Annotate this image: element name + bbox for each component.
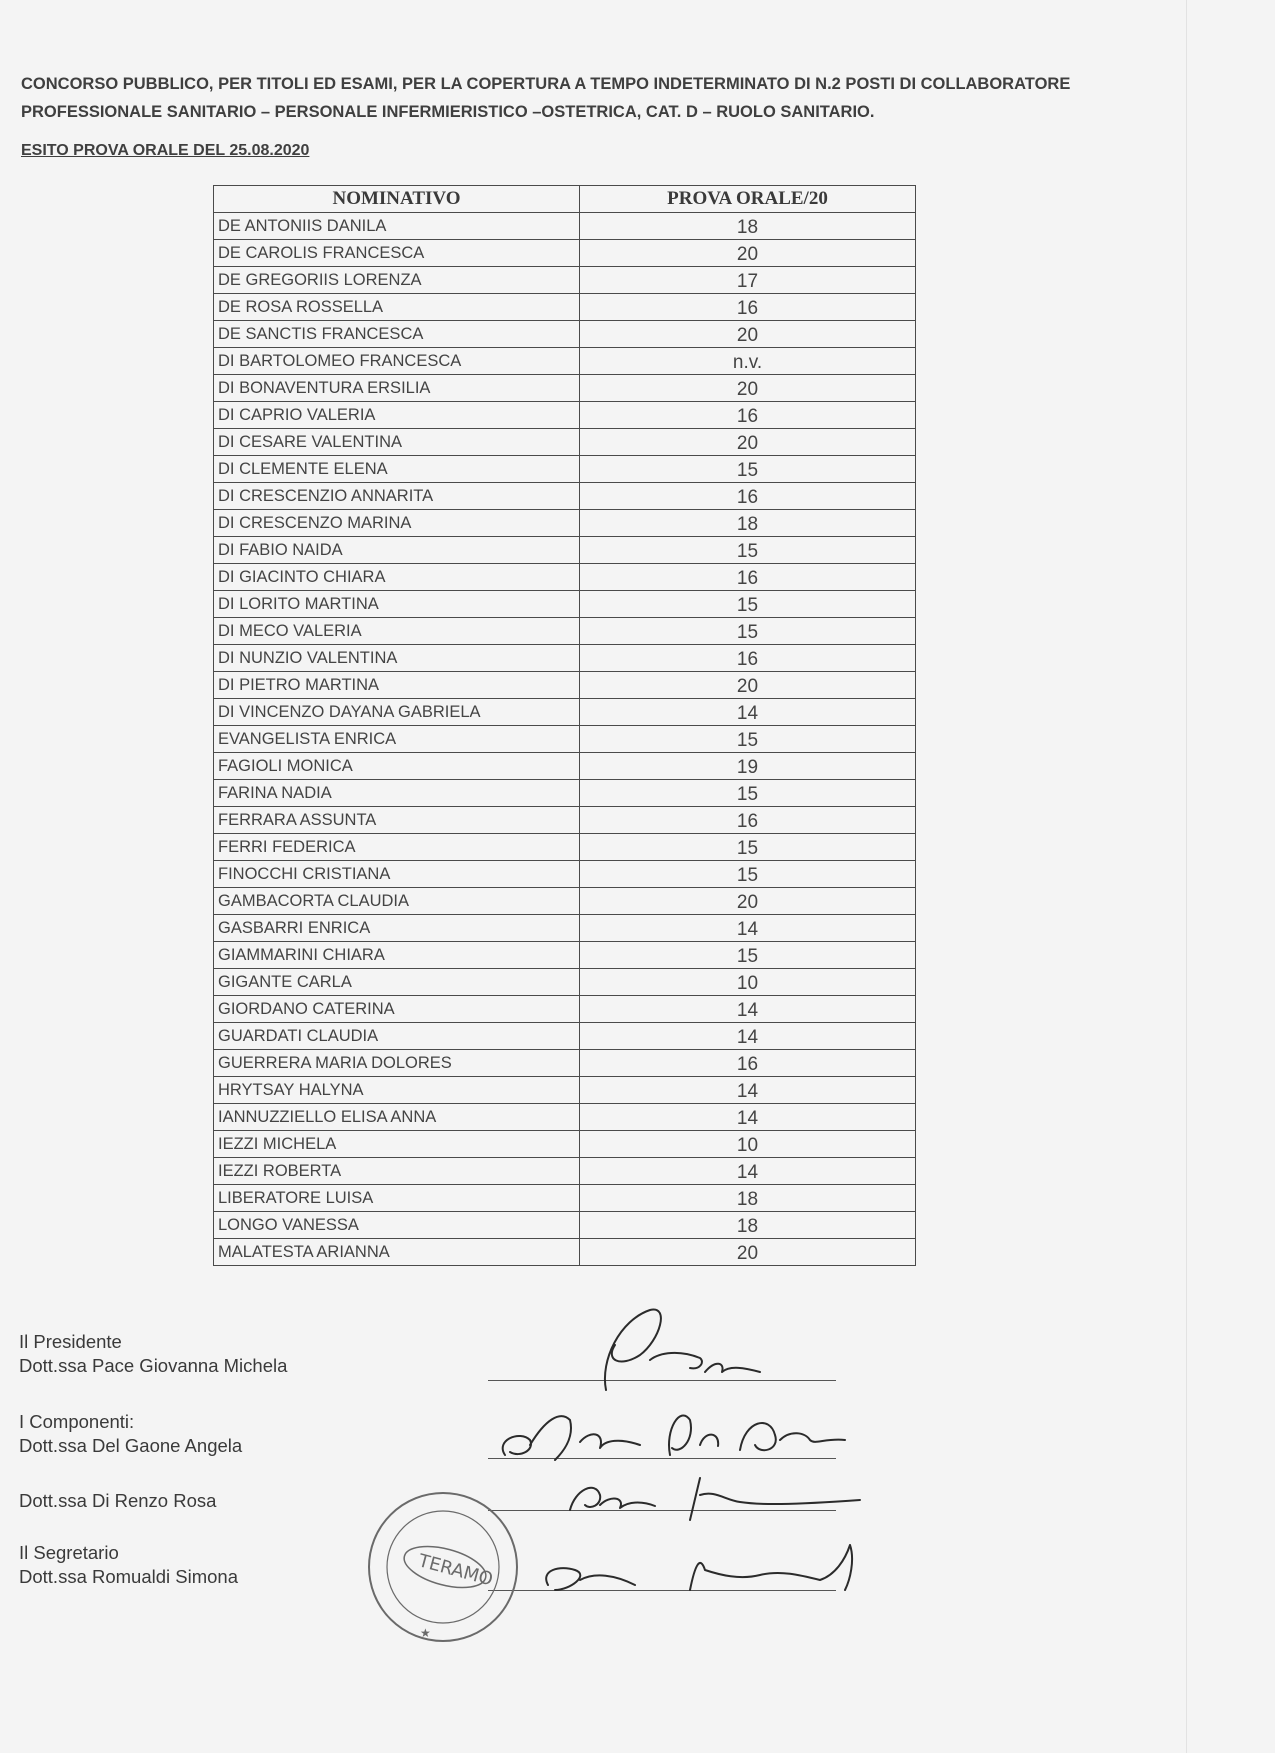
column-header-name: NOMINATIVO — [214, 186, 580, 213]
cell-name: DI CRESCENZO MARINA — [214, 510, 580, 537]
cell-name: EVANGELISTA ENRICA — [214, 726, 580, 753]
cell-name: HRYTSAY HALYNA — [214, 1077, 580, 1104]
componente-2-name: Dott.ssa Di Renzo Rosa — [19, 1490, 217, 1511]
segretario-role: Il Segretario — [19, 1542, 119, 1563]
cell-name: DI MECO VALERIA — [214, 618, 580, 645]
cell-name: DE GREGORIIS LORENZA — [214, 267, 580, 294]
cell-name: FINOCCHI CRISTIANA — [214, 861, 580, 888]
cell-name: DI NUNZIO VALENTINA — [214, 645, 580, 672]
cell-score: 14 — [580, 699, 916, 726]
cell-name: IEZZI MICHELA — [214, 1131, 580, 1158]
cell-name: IEZZI ROBERTA — [214, 1158, 580, 1185]
cell-name: LIBERATORE LUISA — [214, 1185, 580, 1212]
cell-name: LONGO VANESSA — [214, 1212, 580, 1239]
cell-name: FARINA NADIA — [214, 780, 580, 807]
cell-score: 16 — [580, 483, 916, 510]
document-subtitle: ESITO PROVA ORALE DEL 25.08.2020 — [21, 142, 310, 159]
svg-text:★: ★ — [420, 1626, 431, 1640]
cell-score: 16 — [580, 294, 916, 321]
cell-score: 17 — [580, 267, 916, 294]
cell-score: 16 — [580, 645, 916, 672]
cell-name: DE CAROLIS FRANCESCA — [214, 240, 580, 267]
cell-score: 20 — [580, 429, 916, 456]
cell-name: GUERRERA MARIA DOLORES — [214, 1050, 580, 1077]
cell-score: 20 — [580, 1239, 916, 1266]
teramo-stamp — [369, 1493, 517, 1641]
cell-name: DI GIACINTO CHIARA — [214, 564, 580, 591]
cell-score: 14 — [580, 996, 916, 1023]
cell-score: 15 — [580, 726, 916, 753]
cell-score: 15 — [580, 942, 916, 969]
cell-score: 15 — [580, 861, 916, 888]
cell-score: 15 — [580, 834, 916, 861]
cell-name: MALATESTA ARIANNA — [214, 1239, 580, 1266]
cell-name: DI CLEMENTE ELENA — [214, 456, 580, 483]
cell-score: 14 — [580, 1077, 916, 1104]
cell-score: 10 — [580, 1131, 916, 1158]
title-line-1: CONCORSO PUBBLICO, PER TITOLI ED ESAMI, PER LA COPERTURA A TEMPO INDETERMINATO DI N.2 POSTI DI COLLABORATORE — [21, 75, 1071, 93]
cell-score: 16 — [580, 807, 916, 834]
cell-score: 20 — [580, 375, 916, 402]
cell-name: DI VINCENZO DAYANA GABRIELA — [214, 699, 580, 726]
cell-score: 19 — [580, 753, 916, 780]
cell-name: GIGANTE CARLA — [214, 969, 580, 996]
cell-name: DI LORITO MARTINA — [214, 591, 580, 618]
cell-name: DI CRESCENZIO ANNARITA — [214, 483, 580, 510]
cell-name: FERRI FEDERICA — [214, 834, 580, 861]
cell-name: GAMBACORTA CLAUDIA — [214, 888, 580, 915]
cell-score: 10 — [580, 969, 916, 996]
cell-name: GASBARRI ENRICA — [214, 915, 580, 942]
cell-score: 20 — [580, 240, 916, 267]
title-line-2: PROFESSIONALE SANITARIO – PERSONALE INFERMIERISTICO –OSTETRICA, CAT. D – RUOLO SANITARIO. — [21, 103, 875, 121]
cell-score: 15 — [580, 780, 916, 807]
cell-name: DI PIETRO MARTINA — [214, 672, 580, 699]
cell-name: DI CAPRIO VALERIA — [214, 402, 580, 429]
cell-score: 18 — [580, 1185, 916, 1212]
cell-name: DE ANTONIIS DANILA — [214, 213, 580, 240]
signature-romualdi — [546, 1545, 852, 1590]
presidente-name: Dott.ssa Pace Giovanna Michela — [19, 1355, 288, 1376]
cell-name: DI CESARE VALENTINA — [214, 429, 580, 456]
cell-score: 15 — [580, 618, 916, 645]
svg-text:TERAMO: TERAMO — [416, 1550, 496, 1591]
cell-score: 20 — [580, 888, 916, 915]
cell-score: 14 — [580, 1158, 916, 1185]
cell-name: DI FABIO NAIDA — [214, 537, 580, 564]
cell-score: 20 — [580, 672, 916, 699]
cell-score: n.v. — [580, 348, 916, 375]
cell-score: 15 — [580, 591, 916, 618]
cell-score: 18 — [580, 1212, 916, 1239]
cell-name: FAGIOLI MONICA — [214, 753, 580, 780]
cell-score: 14 — [580, 915, 916, 942]
componenti-role: I Componenti: — [19, 1411, 135, 1432]
cell-name: DI BARTOLOMEO FRANCESCA — [214, 348, 580, 375]
cell-name: GUARDATI CLAUDIA — [214, 1023, 580, 1050]
cell-name: DE SANCTIS FRANCESCA — [214, 321, 580, 348]
cell-score: 20 — [580, 321, 916, 348]
cell-score: 15 — [580, 537, 916, 564]
cell-score: 16 — [580, 564, 916, 591]
cell-score: 14 — [580, 1023, 916, 1050]
cell-name: GIORDANO CATERINA — [214, 996, 580, 1023]
cell-score: 15 — [580, 456, 916, 483]
cell-name: DE ROSA ROSSELLA — [214, 294, 580, 321]
signature-di-renzo — [570, 1478, 860, 1520]
cell-score: 16 — [580, 1050, 916, 1077]
cell-name: IANNUZZIELLO ELISA ANNA — [214, 1104, 580, 1131]
cell-score: 16 — [580, 402, 916, 429]
signature-pace — [605, 1310, 760, 1390]
signature-del-gaone — [503, 1415, 845, 1460]
cell-name: DI BONAVENTURA ERSILIA — [214, 375, 580, 402]
cell-score: 18 — [580, 213, 916, 240]
cell-name: GIAMMARINI CHIARA — [214, 942, 580, 969]
presidente-role: Il Presidente — [19, 1331, 122, 1352]
componente-1-name: Dott.ssa Del Gaone Angela — [19, 1435, 243, 1456]
cell-score: 18 — [580, 510, 916, 537]
segretario-name: Dott.ssa Romualdi Simona — [19, 1566, 239, 1587]
cell-name: FERRARA ASSUNTA — [214, 807, 580, 834]
column-header-score: PROVA ORALE/20 — [580, 186, 916, 213]
cell-score: 14 — [580, 1104, 916, 1131]
